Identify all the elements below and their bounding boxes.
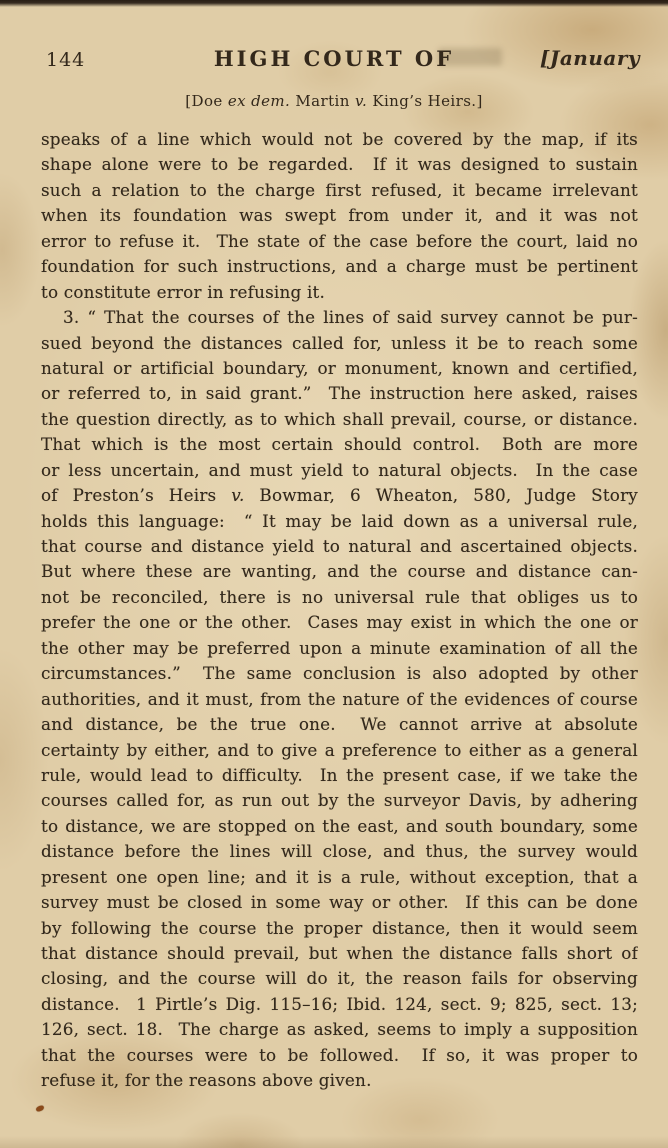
running-head-title: HIGH COURT OF bbox=[213, 46, 455, 71]
text-line: present one open line; and it is a rule, without exception, that a bbox=[41, 866, 638, 887]
issue-month-label: [January bbox=[539, 46, 640, 70]
body-text bbox=[41, 127, 638, 1094]
page-number: 144 bbox=[46, 49, 86, 71]
text-line: that course and distance yield to natural and ascertained objects. bbox=[41, 536, 638, 556]
text-line: prefer the one or the other. Cases may exist in which the one or bbox=[41, 612, 638, 633]
text-line: that the courses were to be followed. If so, it was proper to bbox=[41, 1044, 638, 1065]
text-line: speaks of a line which would not be covered by the map, if its bbox=[41, 129, 638, 149]
text-line: rule, would lead to difficulty. In the present case, if we take the bbox=[41, 764, 638, 785]
text-line: foundation for such instructions, and a charge must be pertinent bbox=[41, 256, 638, 277]
text-line: courses called for, as run out by the surveyor Davis, by adhering bbox=[41, 790, 638, 811]
text-line: the question directly, as to which shall prevail, course, or distance. bbox=[41, 408, 638, 429]
text-line: the other may be preferred upon a minute examination of all the bbox=[41, 637, 638, 658]
text-line: closing, and the course will do it, the reason fails for observing bbox=[41, 968, 638, 989]
text-line: 126, sect. 18. The charge as asked, seems to imply a supposition bbox=[41, 1019, 638, 1040]
text-line: distance before the lines will close, and thus, the survey would bbox=[41, 841, 638, 862]
text-line: sued beyond the distances called for, unless it be to reach some bbox=[41, 332, 638, 353]
text-line: certainty by either, and to give a preference to either as a general bbox=[41, 739, 638, 760]
text-line: authorities, and it must, from the nature of the evidences of course bbox=[41, 688, 638, 709]
text-line: natural or artificial boundary, or monument, known and certified, bbox=[41, 357, 638, 378]
text-line: refuse it, for the reasons above given. bbox=[41, 1070, 372, 1091]
text-line: and distance, be the true one. We cannot arrive at absolute bbox=[41, 714, 638, 735]
case-caption: [Doe ex dem. Martin v. King’s Heirs.] bbox=[185, 92, 483, 110]
text-line: not be reconciled, there is no universal rule that obliges us to bbox=[41, 586, 638, 607]
text-line: circumstances.” The same conclusion is also adopted by other bbox=[41, 663, 638, 684]
text-line: 3. “ That the courses of the lines of said survey cannot be pur- bbox=[63, 307, 638, 328]
text-line: or referred to, in said grant.” The instruction here asked, raises bbox=[41, 383, 638, 404]
text-line: distance. 1 Pirtle’s Dig. 115–16; Ibid. 124, sect. 9; 825, sect. 13; bbox=[41, 993, 638, 1014]
text-line: survey must be closed in some way or other. If this can be done bbox=[41, 892, 638, 913]
text-line: by following the course the proper distance, then it would seem bbox=[41, 917, 638, 938]
text-line: error to refuse it. The state of the case before the court, laid no bbox=[41, 230, 638, 251]
text-line: But where these are wanting, and the course and distance can- bbox=[41, 561, 638, 582]
text-line: when its foundation was swept from under it, and it was not bbox=[41, 205, 638, 226]
text-line: That which is the most certain should control. Both are more bbox=[41, 434, 638, 455]
text-line: to constitute error in refusing it. bbox=[41, 281, 325, 302]
text-line: holds this language: “ It may be laid down as a universal rule, bbox=[41, 510, 638, 531]
text-line: shape alone were to be regarded. If it was designed to sustain bbox=[41, 154, 638, 175]
text-line: such a relation to the charge first refused, it became irrelevant bbox=[41, 179, 638, 200]
text-line: that distance should prevail, but when the distance falls short of bbox=[41, 943, 638, 963]
text-line: of Preston’s Heirs v. Bowmar, 6 Wheaton, 580, Judge Story bbox=[41, 485, 638, 506]
text-line: or less uncertain, and must yield to natural objects. In the case bbox=[41, 459, 638, 480]
text-line: to distance, we are stopped on the east, and south boundary, some bbox=[41, 815, 638, 836]
